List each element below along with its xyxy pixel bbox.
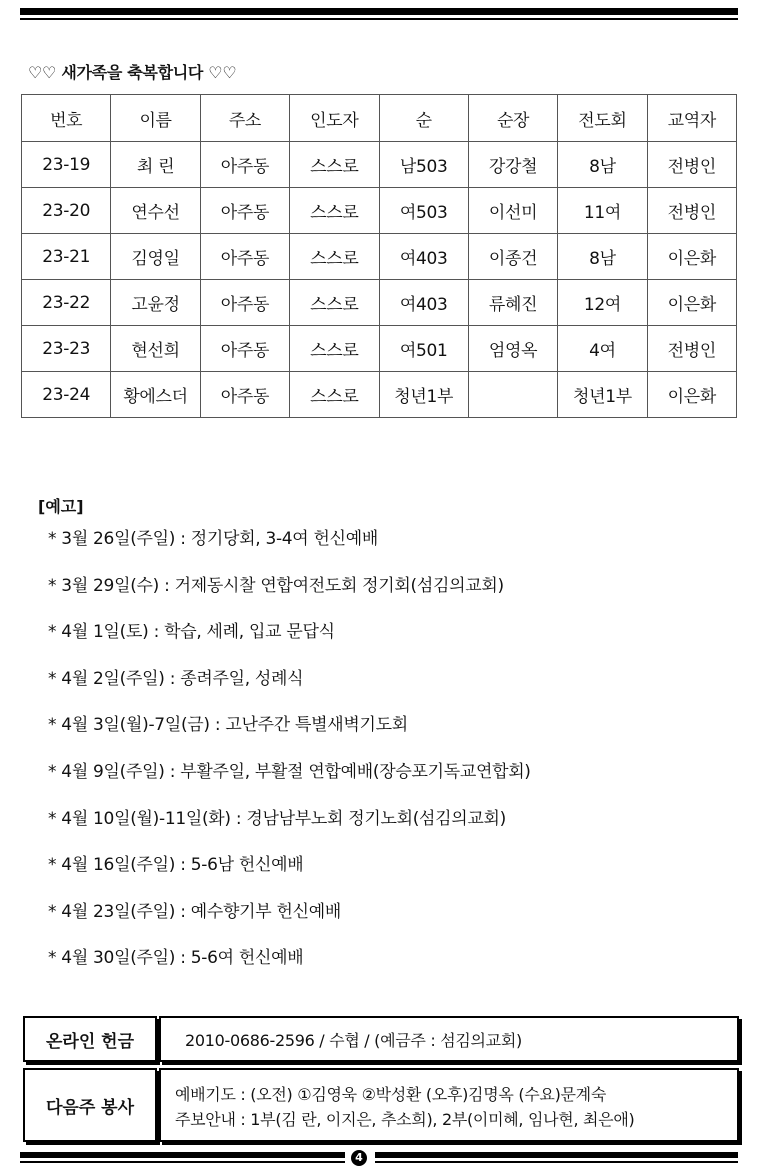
- cell-minister: 이은화: [647, 234, 736, 280]
- next-week-service-label-box: [23, 1068, 157, 1142]
- table-row: [22, 234, 737, 280]
- cell-group-leader: 이선미: [468, 188, 557, 234]
- cell-minister: 전병인: [647, 142, 736, 188]
- notice-item: * 4월 3일(월)-7일(금) : 고난주간 특별새벽기도회: [48, 715, 408, 736]
- cell-minister: 전병인: [647, 188, 736, 234]
- notice-item: * 4월 10일(월)-11일(화) : 경남남부노회 정기노회(섬김의교회): [48, 808, 506, 829]
- cell-mission-society: 8남: [558, 234, 647, 280]
- online-offering-label: 온라인 헌금: [45, 1031, 135, 1052]
- cell-mission-society: 4여: [558, 326, 647, 372]
- cell-mission-society: 12여: [558, 280, 647, 326]
- header-name: 이름: [111, 95, 200, 142]
- online-offering-account: 2010-0686-2596 / 수협 / (예금주 : 섬김의교회): [185, 1031, 522, 1050]
- cell-guide: 스스로: [290, 280, 379, 326]
- top-divider: [20, 8, 738, 20]
- cell-address: 아주동: [200, 280, 289, 326]
- cell-group-leader: 이종건: [468, 234, 557, 280]
- cell-group: 여501: [379, 326, 468, 372]
- cell-number: 23-23: [22, 326, 111, 372]
- notice-item: * 4월 30일(주일) : 5-6여 헌신예배: [48, 948, 304, 969]
- table-row: [22, 372, 737, 418]
- online-offering-label-box: [23, 1016, 157, 1062]
- cell-group: 여403: [379, 280, 468, 326]
- bottom-divider: [20, 1148, 738, 1166]
- notice-item: * 4월 1일(토) : 학습, 세례, 입교 문답식: [48, 622, 335, 643]
- cell-name: 최 린: [111, 142, 200, 188]
- new-family-table: [21, 94, 737, 418]
- cell-address: 아주동: [200, 372, 289, 418]
- notice-title: [예고]: [38, 497, 84, 516]
- table-row: [22, 326, 737, 372]
- notice-item: * 3월 26일(주일) : 정기당회, 3-4여 헌신예배: [48, 529, 379, 549]
- notice-list: [48, 524, 531, 990]
- header-group: 순: [379, 95, 468, 142]
- cell-mission-society: 11여: [558, 188, 647, 234]
- page-number-badge: 4: [351, 1150, 367, 1166]
- cell-group: 여403: [379, 234, 468, 280]
- notice-item: * 4월 9일(주일) : 부활주일, 부활절 연합예배(장승포기독교연합회): [48, 761, 531, 782]
- cell-group-leader: 엄영옥: [468, 326, 557, 372]
- cell-guide: 스스로: [290, 234, 379, 280]
- cell-minister: 이은화: [647, 280, 736, 326]
- cell-number: 23-24: [22, 372, 111, 418]
- cell-address: 아주동: [200, 326, 289, 372]
- cell-group-leader: [468, 372, 557, 418]
- notice-item: * 4월 2일(주일) : 종려주일, 성례식: [48, 668, 304, 689]
- header-guide: 인도자: [290, 95, 379, 142]
- cell-address: 아주동: [200, 234, 289, 280]
- header-group-leader: 순장: [468, 95, 557, 142]
- table-header-row: [22, 95, 737, 142]
- cell-name: 고윤정: [111, 280, 200, 326]
- cell-name: 김영일: [111, 234, 200, 280]
- table-row: [22, 280, 737, 326]
- cell-name: 황에스더: [111, 372, 200, 418]
- cell-number: 23-20: [22, 188, 111, 234]
- next-week-service-label: 다음주 봉사: [45, 1097, 135, 1118]
- cell-name: 현선희: [111, 326, 200, 372]
- next-week-service-box: [159, 1068, 739, 1142]
- welcome-title: ♡♡ 새가족을 축복합니다 ♡♡: [28, 63, 237, 82]
- cell-group: 청년1부: [379, 372, 468, 418]
- cell-address: 아주동: [200, 188, 289, 234]
- cell-guide: 스스로: [290, 326, 379, 372]
- cell-name: 연수선: [111, 188, 200, 234]
- cell-number: 23-21: [22, 234, 111, 280]
- service-usher-line: 주보안내 : 1부(김 란, 이지은, 추소희), 2부(이미혜, 임나현, 최은애): [175, 1110, 635, 1129]
- notice-item: * 3월 29일(수) : 거제동시찰 연합여전도회 정기회(섬김의교회): [48, 575, 504, 596]
- service-prayer-line: 예배기도 : (오전) ①김영욱 ②박성환 (오후)김명옥 (수요)문계숙: [175, 1085, 606, 1104]
- cell-guide: 스스로: [290, 372, 379, 418]
- cell-group-leader: 류혜진: [468, 280, 557, 326]
- cell-number: 23-19: [22, 142, 111, 188]
- header-minister: 교역자: [647, 95, 736, 142]
- notice-item: * 4월 23일(주일) : 예수향기부 헌신예배: [48, 901, 341, 922]
- table-row: [22, 142, 737, 188]
- header-number: 번호: [22, 95, 111, 142]
- cell-minister: 전병인: [647, 326, 736, 372]
- cell-mission-society: 청년1부: [558, 372, 647, 418]
- notice-item: * 4월 16일(주일) : 5-6남 헌신예배: [48, 855, 304, 876]
- cell-group: 여503: [379, 188, 468, 234]
- cell-number: 23-22: [22, 280, 111, 326]
- header-address: 주소: [200, 95, 289, 142]
- cell-address: 아주동: [200, 142, 289, 188]
- cell-guide: 스스로: [290, 142, 379, 188]
- cell-group-leader: 강강철: [468, 142, 557, 188]
- header-mission-society: 전도회: [558, 95, 647, 142]
- table-row: [22, 188, 737, 234]
- cell-group: 남503: [379, 142, 468, 188]
- cell-guide: 스스로: [290, 188, 379, 234]
- cell-minister: 이은화: [647, 372, 736, 418]
- online-offering-box: [159, 1016, 739, 1062]
- cell-mission-society: 8남: [558, 142, 647, 188]
